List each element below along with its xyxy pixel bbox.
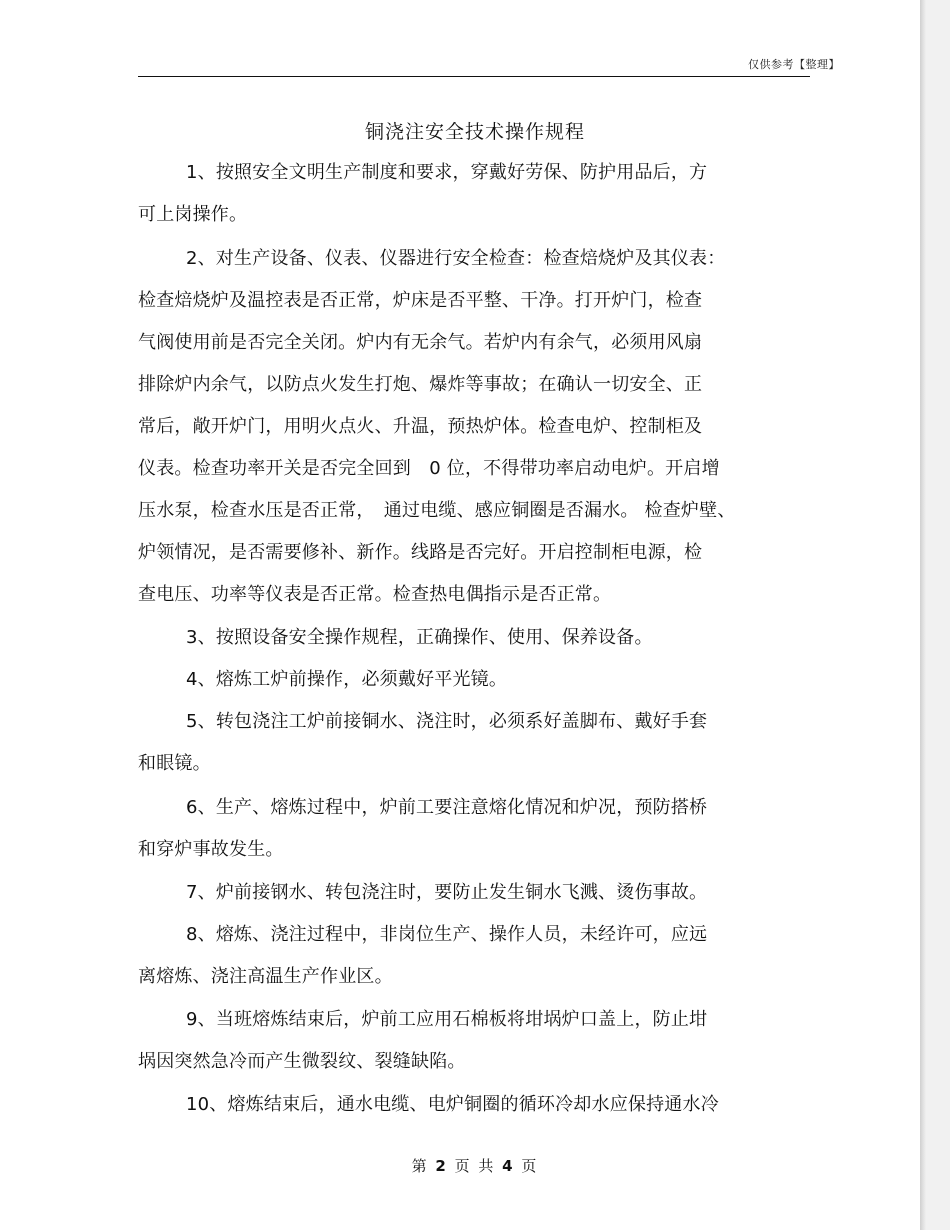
footer-suffix: 页 [521, 1157, 539, 1175]
paragraph-9 [138, 999, 808, 1083]
page-footer [0, 1155, 950, 1176]
paragraph-6 [138, 787, 808, 871]
paragraph-1 [138, 152, 808, 236]
paragraph-line: 2、对生产设备、仪表、仪器进行安全检查：检查焙烧炉及其仪表： [186, 248, 726, 269]
paragraph-line: 10、熔炼结束后，通水电缆、电炉铜圈的循环冷却水应保持通水冷 [186, 1094, 719, 1115]
paragraph-line: 8、熔炼、浇注过程中，非岗位生产、操作人员，未经许可，应远 [186, 924, 708, 945]
paragraph-line: 3、按照设备安全操作规程，正确操作、使用、保养设备。 [186, 627, 653, 648]
paragraph-2 [138, 238, 808, 616]
total-pages-number: 4 [502, 1157, 515, 1175]
document-title: 铜浇注安全技术操作规程 [364, 121, 585, 143]
paragraph-3 [138, 617, 808, 659]
header-rule [138, 76, 810, 77]
paragraph-8 [138, 914, 808, 998]
paragraph-line: 炉领情况，是否需要修补、新作。线路是否完好。开启控制柜电源，检 [138, 542, 703, 563]
current-page-number: 2 [435, 1157, 448, 1175]
paragraph-line: 4、熔炼工炉前操作，必须戴好平光镜。 [186, 669, 508, 690]
paragraph-line: 6、生产、熔炼过程中，炉前工要注意熔化情况和炉况，预防搭桥 [186, 797, 708, 818]
paragraph-line: 和穿炉事故发生。 [138, 839, 284, 860]
paragraph-4 [138, 659, 808, 701]
paragraph-line: 常后，敞开炉门，用明火点火、升温，预热炉体。检查电炉、控制柜及 [138, 416, 703, 437]
paragraph-line: 9、当班熔炼结束后，炉前工应用石棉板将坩埚炉口盖上，防止坩 [186, 1009, 708, 1030]
paragraph-10 [138, 1084, 808, 1126]
paragraph-line: 仪表。检查功率开关是否完全回到 0 位，不得带功率启动电炉。开启增 [138, 458, 720, 479]
header-note: 仅供参考【整理】 [748, 58, 840, 71]
paragraph-line: 埚因突然急冷而产生微裂纹、裂缝缺陷。 [138, 1051, 466, 1072]
footer-prefix: 第 [411, 1157, 429, 1175]
paragraph-line: 7、炉前接钢水、转包浇注时，要防止发生铜水飞溅、烫伤事故。 [186, 882, 708, 903]
paragraph-line: 离熔炼、浇注高温生产作业区。 [138, 966, 393, 987]
paragraph-line: 1、按照安全文明生产制度和要求，穿戴好劳保、防护用品后，方 [186, 162, 708, 183]
paragraph-line: 5、转包浇注工炉前接铜水、浇注时，必须系好盖脚布、戴好手套 [186, 711, 708, 732]
paragraph-line: 查电压、功率等仪表是否正常。检查热电偶指示是否正常。 [138, 584, 612, 605]
paragraph-5 [138, 701, 808, 785]
page-edge-shadow [920, 0, 926, 1230]
paragraph-line: 和眼镜。 [138, 753, 211, 774]
paragraph-line: 排除炉内余气，以防点火发生打炮、爆炸等事故；在确认一切安全、正 [138, 374, 703, 395]
footer-middle: 页 共 [454, 1157, 496, 1175]
paragraph-line: 压水泵，检查水压是否正常， 通过电缆、感应铜圈是否漏水。 检查炉壁、 [138, 500, 736, 521]
paragraph-7 [138, 872, 808, 914]
paragraph-line: 检查焙烧炉及温控表是否正常，炉床是否平整、干净。打开炉门，检查 [138, 290, 703, 311]
paragraph-line: 气阀使用前是否完全关闭。炉内有无余气。若炉内有余气，必须用风扇 [138, 332, 703, 353]
paragraph-line: 可上岗操作。 [138, 204, 248, 225]
